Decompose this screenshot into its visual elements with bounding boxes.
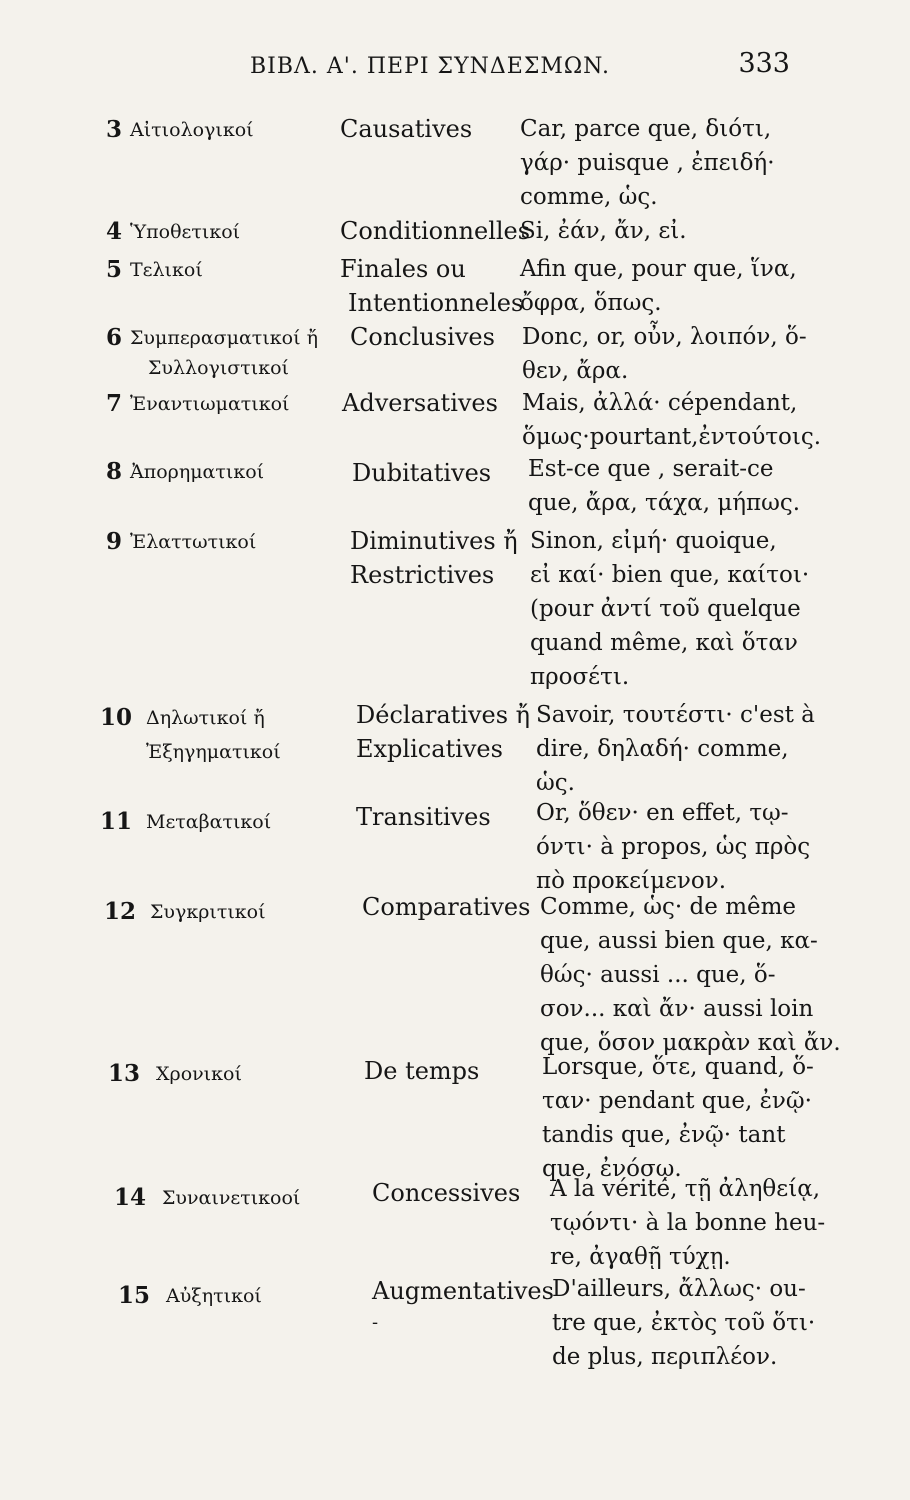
- french-term: Diminutives ἤ: [350, 527, 518, 555]
- gloss-text: [550, 1172, 826, 1274]
- greek-term: Μεταβατικοί: [146, 811, 272, 833]
- gloss-line: D'ailleurs, ἄλλως· ou-: [552, 1276, 806, 1302]
- french-term: Dubitatives: [352, 459, 492, 487]
- french-term: Augmentatives: [372, 1277, 554, 1305]
- gloss-line: tre que, ἐκτὸς τοῦ ὅτι·: [552, 1310, 816, 1336]
- gloss-text: [536, 698, 821, 800]
- french-term: Transitives: [356, 803, 491, 831]
- french-term: Finales ou: [340, 255, 466, 283]
- entry-number: 10: [99, 704, 132, 731]
- greek-term: Συγκριτικοί: [150, 901, 266, 923]
- greek-term: Δηλωτικοί ἤ: [146, 707, 265, 729]
- gloss-line: ταν· pendant que, ἐνῷ·: [542, 1088, 812, 1114]
- gloss-text: [542, 1050, 827, 1186]
- gloss-line: A la vérité, τῇ ἀληθείᾳ,: [550, 1176, 821, 1202]
- gloss-text: [528, 452, 813, 520]
- gloss-line: θώς· aussi ... que, ὅ-: [540, 962, 776, 988]
- gloss-text: [520, 252, 805, 320]
- french-term: Adversatives: [342, 389, 498, 417]
- entry-number: 8: [105, 458, 122, 485]
- greek-term: Ἐναντιωματικοί: [130, 393, 290, 415]
- gloss-line: ὅμως·pourtant,ἐντούτοις.: [522, 424, 822, 450]
- french-term: De temps: [364, 1057, 480, 1085]
- gloss-line: Sinon, εἰμή· quoique,: [530, 528, 777, 554]
- gloss-text: [552, 1272, 822, 1374]
- greek-term: Τελικοί: [130, 259, 203, 281]
- french-term: Conditionnelles: [340, 217, 531, 245]
- page-number: 333: [738, 48, 790, 79]
- gloss-line: comme, ὡς.: [520, 184, 658, 210]
- greek-term: Ὑποθετικοί: [130, 221, 241, 243]
- gloss-line: tandis que, ἐνῷ· tant: [542, 1122, 786, 1148]
- greek-term: Αἰτιολογικοί: [130, 119, 254, 141]
- entry-number: 15: [117, 1282, 150, 1309]
- french-term: Explicatives: [356, 735, 503, 763]
- entry-number: 13: [107, 1060, 140, 1087]
- gloss-line: ὡς.: [536, 770, 575, 796]
- gloss-line: dire, δηλαδή· comme,: [536, 736, 789, 762]
- gloss-line: Car, parce que, διότι,: [520, 116, 772, 142]
- entry-number: 9: [105, 528, 122, 555]
- gloss-line: que, aussi bien que, κα-: [540, 928, 818, 954]
- greek-term: Συλλογιστικοί: [148, 357, 290, 379]
- gloss-line: Comme, ὡς· de même: [540, 894, 797, 920]
- french-term: Déclaratives ἤ: [356, 701, 531, 729]
- french-term: Restrictives: [350, 561, 495, 589]
- entry-number: 6: [105, 324, 122, 351]
- french-term: Concessives: [372, 1179, 521, 1207]
- greek-term: Χρονικοί: [156, 1063, 242, 1085]
- gloss-line: que, ἐνόσῳ.: [542, 1156, 682, 1182]
- gloss-line: re, ἀγαθῇ τύχῃ.: [550, 1244, 731, 1270]
- gloss-line: Or, ὅθεν· en effet, τῳ-: [536, 800, 789, 826]
- gloss-line: (pour ἀντί τοῦ quelque: [530, 596, 801, 622]
- gloss-text: [536, 796, 821, 898]
- greek-term: Συμπερασματικοί ἤ: [130, 327, 318, 349]
- page-header: [250, 48, 790, 88]
- gloss-line: que, ἄρα, τάχα, μήπως.: [528, 490, 801, 516]
- entry-number: 4: [105, 218, 122, 245]
- french-term: Conclusives: [350, 323, 495, 351]
- gloss-line: θεν, ἄρα.: [522, 358, 629, 384]
- gloss-line: Afin que, pour que, ἵνα,: [520, 256, 797, 282]
- gloss-line: εἰ καί· bien que, καίτοι·: [530, 562, 810, 588]
- entry-number: 7: [105, 390, 122, 417]
- gloss-line: Si, ἐάν, ἄν, εἰ.: [520, 218, 687, 244]
- greek-term: Συναινετικοοί: [162, 1187, 301, 1209]
- gloss-line: πὸ προκείμενον.: [536, 868, 727, 894]
- gloss-text: [520, 214, 805, 248]
- gloss-text: [520, 112, 805, 214]
- gloss-text: [522, 386, 822, 454]
- gloss-line: προσέτι.: [530, 664, 630, 690]
- gloss-line: γάρ· puisque , ἐπειδή·: [520, 150, 775, 176]
- gloss-text: [540, 890, 841, 1060]
- gloss-line: Donc, or, οὖν, λοιπόν, ὅ-: [522, 324, 807, 350]
- gloss-line: Mais, ἀλλά· cépendant,: [522, 390, 798, 416]
- gloss-line: όντι· à propos, ὡς πρὸς: [536, 834, 811, 860]
- entry-number: 11: [99, 808, 132, 835]
- gloss-line: Savoir, τουτέστι· c'est à: [536, 702, 815, 728]
- entry-number: 12: [103, 898, 136, 925]
- gloss-line: Est-ce que , serait-ce: [528, 456, 774, 482]
- greek-term: Αὐξητικοί: [166, 1285, 262, 1307]
- french-term: Causatives: [340, 115, 473, 143]
- entry-number: 5: [105, 256, 122, 283]
- greek-term: Ἐξηγηματικοί: [146, 741, 281, 763]
- french-term: Comparatives: [362, 893, 531, 921]
- gloss-line: τῳόντι· à la bonne heu-: [550, 1210, 826, 1236]
- gloss-line: Lorsque, ὅτε, quand, ὅ-: [542, 1054, 814, 1080]
- gloss-text: [530, 524, 815, 694]
- gloss-line: que, ὅσον μακρὰν καὶ ἄν.: [540, 1030, 841, 1056]
- french-term: Intentionneles: [348, 289, 524, 317]
- gloss-line: quand même, καὶ ὅταν: [530, 630, 798, 656]
- dash-mark: -: [372, 1312, 379, 1333]
- gloss-line: ὄφρα, ὅπως.: [520, 290, 662, 316]
- gloss-text: [522, 320, 807, 388]
- greek-term: Ἐλαττωτικοί: [130, 531, 257, 553]
- gloss-line: σον... καὶ ἄν· aussi loin: [540, 996, 814, 1022]
- gloss-line: de plus, περιπλέον.: [552, 1344, 778, 1370]
- running-title: BIBΛ. A'. ΠEPI ΣYNΔEΣMΩN.: [250, 54, 610, 79]
- greek-term: Ἀπορηματικοί: [130, 461, 265, 483]
- entry-number: 3: [105, 116, 122, 143]
- entry-number: 14: [113, 1184, 146, 1211]
